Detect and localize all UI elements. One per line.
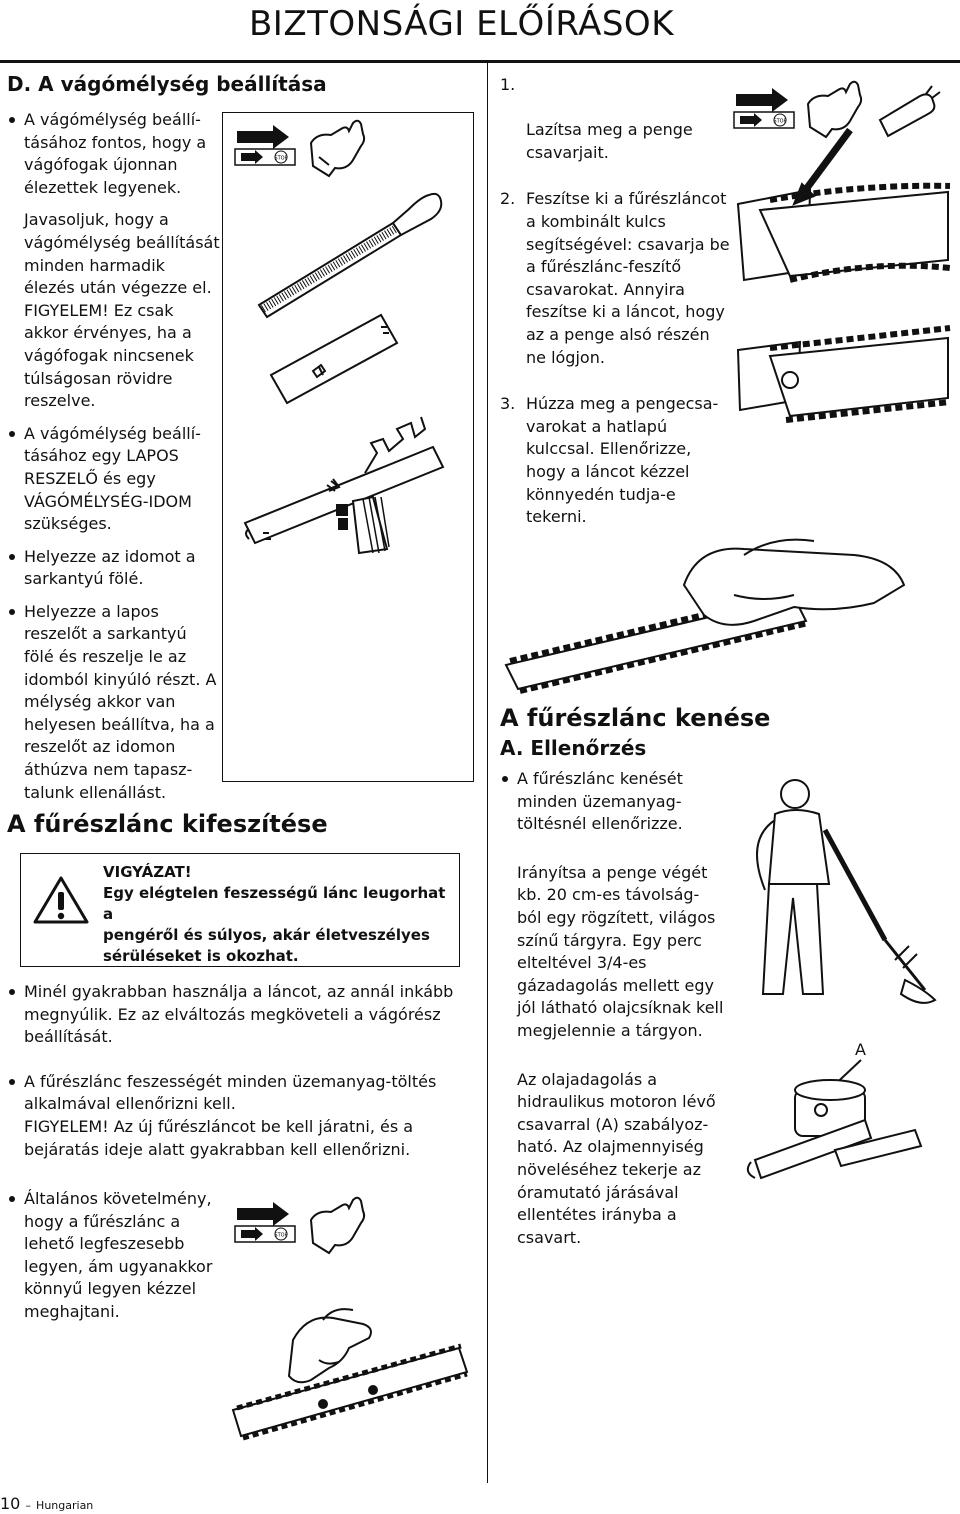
tension-bullet-2 <box>7 1071 467 1161</box>
arrow-stop-icon <box>235 1202 295 1242</box>
depth-gauge-figure <box>222 112 474 782</box>
svg-text:STOP: STOP <box>274 1232 288 1239</box>
oil-adjuster-figure <box>735 1020 955 1220</box>
glove-icon <box>311 121 364 176</box>
step-3-text: Húzza meg a pengecsa- varokat a hatlapú kulccsal. Ellenőrizze, hogy a láncot kézzel könnyedén tudja-e tekerni. <box>526 394 719 527</box>
svg-text:STOP: STOP <box>773 118 787 125</box>
tension-bullet-2-text: A fűrészlánc feszességét minden üzemanyag-töltés alkalmával ellenőrizni kell. <box>24 1071 437 1114</box>
lube-bullet-1: A fűrészlánc kenését minden üzemanyag- töltésnél ellenőrizze. <box>500 768 730 836</box>
warning-box <box>20 853 460 967</box>
glove-icon <box>808 82 861 137</box>
tension-heading: A fűrészlánc kifeszítése <box>7 810 328 838</box>
gauge-on-bar-illustration <box>245 417 443 553</box>
lube-text <box>500 768 730 1249</box>
adjuster-label-a: A <box>855 1040 866 1059</box>
lube-subheading: A. Ellenőrzés <box>500 736 647 760</box>
step-2-number: 2. <box>500 189 516 209</box>
bar-loose-chain-illustration <box>738 130 950 280</box>
warning-title: VIGYÁZAT! <box>103 863 192 881</box>
depth-bullet-3: Helyezze az idomot a sarkantyú fölé. <box>7 546 222 591</box>
step-1-number: 1. <box>500 75 516 94</box>
tension-text <box>7 981 467 1161</box>
step-1-text: Lazítsa meg a penge csavarjait. <box>526 120 693 162</box>
flat-file-illustration <box>259 194 441 317</box>
operator-figure <box>735 770 955 1010</box>
depth-gauge-illustration <box>271 315 397 403</box>
lube-heading: A fűrészlánc kenése <box>500 704 771 732</box>
depth-paragraph-1: Javasoljuk, hogy a vágómélység beállítását minden harmadik élezés után végezze el. FIGYELEM! Ez csak akkor érvényes, ha a vágófogak nincsenek túlságosan rövidre reszelve. <box>24 210 220 411</box>
step-3-number: 3. <box>500 394 516 414</box>
step-2 <box>500 188 735 369</box>
section-d-heading: D. A vágómélység beállítása <box>7 72 327 96</box>
step-3 <box>500 393 735 529</box>
svg-text:STOP: STOP <box>274 155 288 162</box>
footer-language: Hungarian <box>36 1499 94 1512</box>
page-footer <box>0 1494 93 1513</box>
lube-paragraph-2: Az olajadagolás a hidraulikus motoron lévő csavarral (A) szabályoz- ható. Az olajmennyiség növeléséhez tekerje az óramutató járásával ellentétes irányba a csavart. <box>517 1069 716 1247</box>
hand-rotate-chain-figure <box>494 515 956 695</box>
chain-hand-figure <box>223 1190 473 1483</box>
wrench-icon <box>880 86 940 136</box>
tension-bullet-3: Általános követelmény, hogy a fűrészlánc a lehető legfeszesebb legyen, ám ugyanakkor könnyű legyen kézzel meghajtani. <box>7 1188 239 1324</box>
glove-icon <box>311 1198 364 1253</box>
warning-triangle-icon <box>33 876 89 924</box>
section-d-text <box>7 109 222 814</box>
warning-content <box>103 862 459 967</box>
depth-bullet-4: Helyezze a lapos reszelőt a sarkantyú fölé és reszelje le az idomból kinyúló részt. A mélység akkor van helyesen beállítva, ha a reszelőt az idomon áthúzva nem tapasz- talunk ellenállást. <box>7 601 222 804</box>
column-divider <box>487 63 488 1483</box>
step-2-text: Feszítse ki a fűrészláncot a kombinált kulcs segítségével: csavarja be a fűrészlánc-feszítő csavarokat. Annyira feszítse ki a láncot, hogy az a penge alsó részén ne lógjon. <box>526 189 730 367</box>
depth-bullet-1: A vágómélység beállí- tásához fontos, hogy a vágófogak újonnan élezettek legyenek. <box>7 109 222 199</box>
page-number: 10 <box>0 1494 21 1513</box>
tension-note: FIGYELEM! Az új fűrészláncot be kell járatni, és a bejáratás ideje alatt gyakrabban kell ellenőrizni. <box>24 1116 414 1159</box>
tension-bullet-1: Minél gyakrabban használja a láncot, az annál inkább megnyúlik. Ez az elváltozás megköveteli a vágórész beállítását. <box>7 981 467 1049</box>
step-1 <box>500 74 735 164</box>
warning-text: Egy elégtelen feszességű lánc leugorhat a pengéről és súlyos, akár életveszélyes sérüléseket is okozhat. <box>103 884 446 965</box>
arrow-stop-icon <box>235 125 295 165</box>
title-rule <box>0 60 960 63</box>
arrow-stop-icon <box>734 88 794 128</box>
depth-bullet-2: A vágómélység beállí- tásához egy LAPOS RESZELŐ és egy VÁGÓMÉLYSÉG-IDOM szükséges. <box>7 423 222 536</box>
bar-tightened-illustration <box>738 328 950 420</box>
footer-dash: – <box>25 1499 31 1512</box>
gloved-hand-illustration <box>289 1309 371 1382</box>
lube-paragraph-1: Irányítsa a penge végét kb. 20 cm-es távolság- ból egy rögzített, világos színű tárgyra. Egy perc elteltével 3/4-es gázadagolás mellett egy jól látható olajcsíknak kell megjelennie a tárgyon. <box>517 862 724 1040</box>
chain-bar-illustration <box>233 1346 467 1438</box>
page-title: BIZTONSÁGI ELŐÍRÁSOK <box>248 4 674 44</box>
tension-steps <box>500 74 735 529</box>
